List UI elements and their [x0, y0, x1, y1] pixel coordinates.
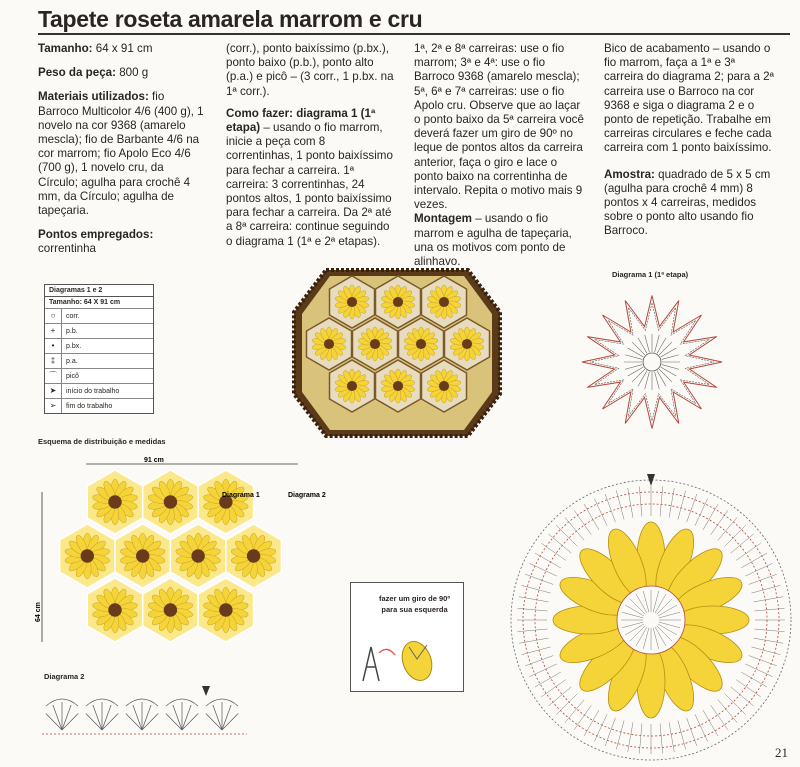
legend-size: Tamanho: 64 X 91 cm — [49, 299, 121, 306]
stitch-line — [687, 718, 697, 746]
column-2 — [226, 42, 394, 257]
stitch-line — [645, 335, 650, 352]
flower-center — [81, 549, 94, 562]
stitch-line — [628, 348, 644, 357]
stitch-line — [535, 553, 561, 568]
stitch-line — [659, 369, 672, 382]
stitch-line — [751, 585, 780, 593]
stitch-line — [519, 597, 549, 602]
stitch-line — [519, 638, 549, 643]
montagem-value: – usando o fio marrom e agulha de tapeçaria, una os motivos com ponto de alinhavo. — [414, 212, 572, 269]
distribution-schema — [36, 452, 346, 657]
stitch-line — [661, 367, 677, 376]
stitch-line — [628, 722, 633, 752]
fan-stitch — [46, 714, 62, 730]
stitch-line — [755, 608, 785, 611]
fan-stitch — [93, 705, 102, 730]
stitch-line — [518, 629, 548, 632]
stitch-line — [678, 491, 686, 520]
fan-stitch — [142, 705, 151, 730]
flower-center — [324, 339, 334, 349]
width-label: 91 cm — [144, 457, 164, 464]
flower-center — [164, 495, 177, 508]
fan-stitch — [173, 705, 182, 730]
stitch-line — [638, 371, 647, 387]
legend-symbol: ➢ — [45, 399, 62, 413]
stitch-line — [625, 365, 642, 370]
legend-table — [44, 284, 154, 414]
stitch-line — [625, 355, 642, 360]
stitch-line — [525, 574, 553, 584]
tamanho-label: Tamanho: — [38, 42, 93, 55]
flower-center — [136, 549, 149, 562]
legend-row — [45, 338, 153, 353]
amostra-value: quadrado de 5 x 5 cm (agulha para crochê 4 mm) 8 pontos x 4 carreiras, medidos sobre o ponto alto usando fio Barroco. — [604, 167, 771, 238]
legend-label: corr. — [66, 312, 80, 320]
pontos-label: Pontos empregados: — [38, 228, 154, 242]
stitch-line — [749, 574, 777, 584]
height-label: 64 cm — [35, 602, 42, 622]
legend-row — [45, 323, 153, 338]
flower-center — [164, 603, 177, 616]
stitch-line — [518, 608, 548, 611]
fan-stitch — [62, 705, 71, 730]
legend-label: p.b. — [66, 327, 78, 335]
legend-label: p.bx. — [66, 342, 82, 350]
page-title: Tapete roseta amarela marrom e cru — [38, 6, 423, 32]
fan-stitch — [182, 705, 191, 730]
stitch-line — [661, 348, 677, 357]
diagram1-star — [562, 282, 742, 434]
stitch-line — [639, 487, 642, 517]
flower-center — [393, 297, 403, 307]
flower-center — [191, 549, 204, 562]
flower-center — [347, 297, 357, 307]
flower-center — [247, 549, 260, 562]
legend-row — [45, 383, 153, 398]
column-3 — [414, 42, 586, 277]
stitch-line — [669, 722, 674, 752]
star-inner — [590, 303, 714, 421]
fan-stitch — [62, 714, 78, 730]
fan-stitch — [102, 714, 118, 730]
legend-label: fim do trabalho — [66, 402, 113, 410]
star-center — [643, 353, 661, 371]
fan-stitch — [142, 714, 158, 730]
fan-stitch — [86, 714, 102, 730]
peso-value: 800 g — [115, 66, 149, 80]
stitch-line — [662, 355, 679, 360]
stitch-line — [753, 638, 783, 643]
diagram2-callout: Diagrama 2 — [288, 492, 326, 499]
tamanho-value: 64 x 91 cm — [92, 42, 153, 55]
flower-center — [462, 339, 472, 349]
fan-stitch — [166, 714, 182, 730]
fan-stitch — [222, 705, 231, 730]
legend-title: Diagramas 1 e 2 — [45, 285, 153, 297]
legend-row — [45, 353, 153, 368]
stitch-line — [628, 367, 644, 376]
turn-line2: para sua esquerda — [381, 605, 448, 614]
stitch-line — [695, 499, 708, 526]
fan-stitch — [206, 714, 222, 730]
repeat-arrow-icon — [202, 686, 210, 696]
stitch-line — [628, 488, 633, 518]
stitch-line — [535, 672, 561, 687]
fan-stitch — [53, 705, 62, 730]
flower-center — [439, 297, 449, 307]
como-fazer-value: – usando o fio marrom, inicie a peça com 8 correntinhas, 1 ponto baixíssimo para fechar a carreira. 1ª carreira: 3 correntinhas, 24 pontos altos, 1 ponto baixíssimo para fechar a carreira. Da 2ª até a 8ª carreira: continue seguindo o diagrama 1 (1ª e 2ª etapas). — [226, 121, 393, 248]
legend-symbol: ‡ — [45, 354, 62, 368]
flower-center — [416, 339, 426, 349]
stitch-line — [703, 504, 718, 530]
schema-label: Esquema de distribuição e medidas — [38, 437, 166, 446]
stitch-line — [662, 365, 679, 370]
stitch-line — [669, 488, 674, 518]
stitch-line — [657, 371, 666, 387]
peso-label: Peso da peça: — [38, 66, 116, 80]
fan-stitch — [102, 705, 111, 730]
rug-photo — [286, 262, 508, 444]
amostra-label: Amostra: — [604, 167, 655, 181]
stitch-line — [703, 710, 718, 736]
stitch-line — [639, 724, 642, 754]
stitch-line — [522, 585, 551, 593]
diagram1-stage1-label: Diagrama 1 (1ª etapa) — [612, 270, 689, 279]
legend-symbol: ➤ — [45, 384, 62, 398]
como-fazer-label: Como fazer: diagrama 1 (1ª etapa) — [226, 106, 376, 135]
col2-intro: (corr.), ponto baixíssimo (p.bx.), ponto baixo (p.b.), ponto alto (p.a.) e picô – (3 corr., 1 p.bx. na 1ª corr.). — [226, 42, 394, 98]
legend-symbol: ⌒ — [45, 369, 62, 383]
stitch-line — [655, 372, 660, 389]
title-rule — [38, 33, 790, 35]
fan-stitch — [133, 705, 142, 730]
fan-stitch — [126, 714, 142, 730]
legend-symbol: • — [45, 339, 62, 353]
stitch-line — [741, 553, 767, 568]
stitch-line — [655, 335, 660, 352]
flower-center — [108, 495, 121, 508]
stitch-line — [632, 342, 645, 355]
stitch-line — [645, 372, 650, 389]
fan-stitch — [182, 714, 198, 730]
legend-label: p.a. — [66, 357, 78, 365]
diagram2-strip — [42, 684, 252, 742]
legend-row — [45, 368, 153, 383]
legend-symbol: ○ — [45, 309, 62, 323]
fan-stitch — [222, 714, 238, 730]
page-number: 21 — [775, 745, 788, 760]
flower-center — [439, 381, 449, 391]
stitch-line — [584, 710, 599, 736]
stitch-line — [594, 499, 607, 526]
stitch-line — [638, 338, 647, 354]
stitch-line — [632, 369, 645, 382]
col3-text: 1ª, 2ª e 8ª carreiras: use o fio marrom; 3ª e 4ª: use o fio Barroco 9368 (amarelo mescla); 5ª, 6ª e 7ª carreiras: use o fio Apolo cru. Observe que ao laçar o ponto baixo da 5ª carreira você deverá fazer um giro de 90º no leque de pontos altos da carreira anterior, faça o giro e lace o ponto baixo na correntinha de intervalo. Repita o motivo mais 9 vezes. — [414, 42, 584, 212]
materiais-value: fio Barroco Multicolor 4/6 (400 g), 1 novelo na cor 9368 (amarelo mescla); fio de Barbante 4/6 na cor marrom; fio Apolo Eco 4/6 (700 g), 1 novelo cru, da Círculo; agulha para crochê 4 mm, da Círculo; agulha de tapeçaria. — [38, 90, 204, 218]
turn-line1: fazer um giro de 90º — [379, 594, 451, 603]
legend-label: picô — [66, 372, 79, 380]
column-4 — [604, 42, 776, 247]
flower-center — [219, 603, 232, 616]
stitch-line — [755, 629, 785, 632]
diagram2-label: Diagrama 2 — [44, 672, 85, 681]
stitch-line — [741, 672, 767, 687]
flower-center — [393, 381, 403, 391]
column-1 — [38, 42, 206, 265]
flower-center — [347, 381, 357, 391]
flower-center — [370, 339, 380, 349]
stitch-line — [745, 664, 772, 677]
turn-instruction-box — [350, 582, 464, 692]
fan-stitch — [213, 705, 222, 730]
montagem-label: Montagem — [414, 212, 472, 226]
star-outline — [582, 296, 722, 429]
flower-center — [108, 603, 121, 616]
col4-text: Bico de acabamento – usando o fio marrom, faça a 1ª e 3ª carreira do diagrama 2; para a 2ª carreira use o Barroco na cor 9368 e siga o diagrama 2 e o ponto de repetição. Trabalhe em carreiras circulares e feche cada carreira com 1 ponto baixíssimo. — [604, 42, 774, 155]
legend-label: início do trabalho — [66, 387, 120, 395]
stitch-line — [616, 491, 624, 520]
diagram1-callout: Diagrama 1 — [222, 492, 260, 499]
stitch-line — [605, 718, 615, 746]
stitch-line — [659, 342, 672, 355]
stitch-line — [657, 338, 666, 354]
legend-symbol: + — [45, 324, 62, 338]
stitch-line — [753, 597, 783, 602]
stitch-line — [660, 487, 663, 517]
diagram1-circle — [506, 472, 796, 762]
turn-drawing — [357, 637, 457, 687]
stitch-line — [584, 504, 599, 530]
stitch-line — [530, 664, 557, 677]
pontos-value: correntinha — [38, 242, 97, 256]
materiais-label: Materiais utilizados: — [38, 90, 149, 104]
stitch-line — [660, 724, 663, 754]
legend-row — [45, 398, 153, 413]
legend-row — [45, 308, 153, 323]
